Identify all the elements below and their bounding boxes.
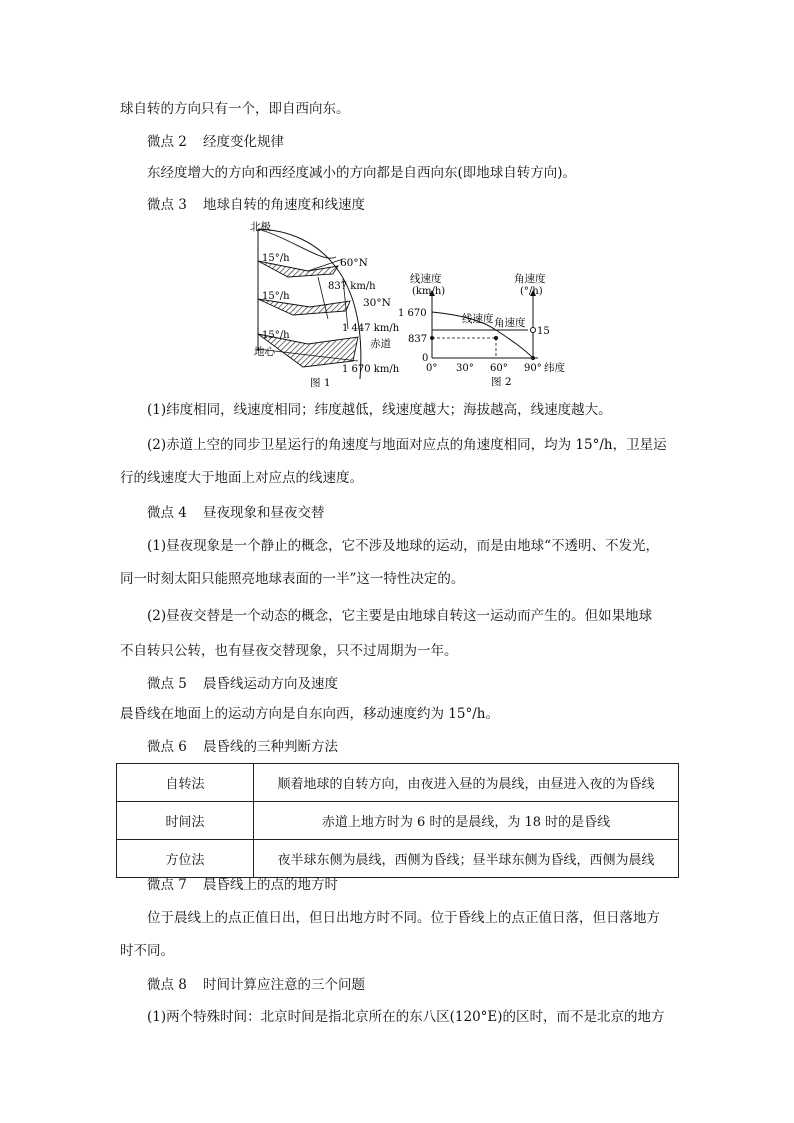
paragraph-local-time-a: 位于晨线上的点正值日出，但日出地方时不同。位于昏线上的点正值日落，但日落地方 xyxy=(147,910,660,926)
fig2-point-837 xyxy=(430,336,434,340)
fig2-tick-x30: 30° xyxy=(456,363,474,374)
fig1-speed-0-label: 1 670 km/h xyxy=(342,364,400,375)
fig2-ylabel-left: 线速度 xyxy=(410,273,442,285)
fig1-north-pole-label: 北极 xyxy=(250,221,271,233)
figure-1-earth-rotation-diagram xyxy=(248,219,408,391)
table-row xyxy=(117,802,679,840)
paragraph-longitude: 东经度增大的方向和西经度减小的方向都是自西向东(即地球自转方向)。 xyxy=(147,165,577,181)
fig1-speed-60-label: 837 km/h xyxy=(328,281,376,292)
paragraph-local-time-b: 时不同。 xyxy=(120,943,174,959)
terminator-methods-table xyxy=(116,763,679,878)
heading-title: 晨昏线上的点的地方时 xyxy=(203,877,338,893)
section-heading-7 xyxy=(147,876,338,894)
fig1-equator-label: 赤道 xyxy=(370,338,391,350)
fig2-xlabel: 纬度 xyxy=(544,362,565,374)
section-heading-3 xyxy=(147,196,365,214)
table-row xyxy=(117,840,679,878)
heading-title: 晨昏线运动方向及速度 xyxy=(203,676,338,692)
fig2-tick-1670: 1 670 xyxy=(398,308,427,319)
fig2-caption: 图 2 xyxy=(491,376,512,388)
paragraph-day-night-1b: 同一时刻太阳只能照亮地球表面的一半”这一特性决定的。 xyxy=(120,571,465,587)
fig2-ylabel-right-unit: (°/h) xyxy=(520,286,543,297)
section-heading-2 xyxy=(147,133,284,151)
heading-title: 晨昏线的三种判断方法 xyxy=(203,739,338,755)
fig2-right-value: 15 xyxy=(537,326,550,337)
heading-number: 微点 8 xyxy=(147,977,187,993)
fig2-tick-837: 837 xyxy=(408,334,428,345)
method-description: 赤道上地方时为 6 时的是晨线，为 18 时的是昏线 xyxy=(254,802,679,840)
paragraph-speed-rule-1: (1)纬度相同，线速度相同；纬度越低，线速度越大；海拔越高，线速度越大。 xyxy=(147,402,612,418)
paragraph-speed-rule-2a: (2)赤道上空的同步卫星运行的角速度与地面对应点的角速度相同，均为 15°/h，卫星运 xyxy=(147,437,667,453)
fig2-series-angular-label: 角速度 xyxy=(494,317,526,329)
fig1-rate-label-30: 15°/h xyxy=(262,291,290,302)
fig1-rate-label-60: 15°/h xyxy=(262,253,290,264)
heading-number: 微点 4 xyxy=(147,505,187,521)
method-name: 时间法 xyxy=(117,802,254,840)
fig1-rate-label-0: 15°/h xyxy=(262,330,290,341)
heading-number: 微点 3 xyxy=(147,197,187,213)
paragraph-speed-rule-2b: 行的线速度大于地面上对应点的线速度。 xyxy=(120,470,363,486)
section-heading-6 xyxy=(147,738,338,756)
method-description: 夜半球东侧为晨线，西侧为昏线；昼半球东侧为昏线，西侧为晨线 xyxy=(254,840,679,878)
heading-number: 微点 2 xyxy=(147,134,187,150)
paragraph-day-night-2b: 不自转只公转，也有昼夜交替现象，只不过周期为一年。 xyxy=(120,643,458,659)
fig1-lat-60-label: 60°N xyxy=(340,257,368,269)
section-heading-4 xyxy=(147,504,325,522)
fig2-ylabel-left-unit: (km/h) xyxy=(412,286,446,297)
fig1-caption: 图 1 xyxy=(310,377,331,389)
heading-title: 时间计算应注意的三个问题 xyxy=(203,977,365,993)
figure-2-speed-chart xyxy=(396,268,576,390)
section-heading-5 xyxy=(147,675,338,693)
fig2-ylabel-right: 角速度 xyxy=(514,273,546,285)
fig2-point-60 xyxy=(494,336,498,340)
fig2-tick-x90: 90° xyxy=(524,363,542,374)
method-name: 方位法 xyxy=(117,840,254,878)
paragraph-terminator-motion: 晨昏线在地面上的运动方向是自东向西，移动速度约为 15°/h。 xyxy=(120,706,499,722)
paragraph-special-times: (1)两个特殊时间：北京时间是指北京所在的东八区(120°E)的区时，而不是北京的地方 xyxy=(147,1009,665,1025)
fig2-tick-x0: 0° xyxy=(426,363,438,374)
fig1-lat-30-label: 30°N xyxy=(363,297,391,309)
heading-number: 微点 6 xyxy=(147,739,187,755)
heading-number: 微点 5 xyxy=(147,676,187,692)
fig2-tick-0: 0 xyxy=(422,353,429,364)
fig1-speed-30-label: 1 447 km/h xyxy=(342,323,400,334)
fig2-point-90 xyxy=(531,356,535,360)
heading-title: 昼夜现象和昼夜交替 xyxy=(203,505,325,521)
fig2-point-15 xyxy=(531,328,536,333)
method-name: 自转法 xyxy=(117,764,254,802)
method-description: 顺着地球的自转方向，由夜进入昼的为晨线，由昼进入夜的为昏线 xyxy=(254,764,679,802)
fig2-series-linear-label: 线速度 xyxy=(462,313,494,325)
paragraph-day-night-2a: (2)昼夜交替是一个动态的概念，它主要是由地球自转这一运动而产生的。但如果地球 xyxy=(147,608,653,624)
heading-title: 经度变化规律 xyxy=(203,134,284,150)
fig1-center-label: 地心 xyxy=(254,346,275,358)
heading-number: 微点 7 xyxy=(147,877,187,893)
heading-title: 地球自转的角速度和线速度 xyxy=(203,197,365,213)
paragraph-rotation-direction: 球自转的方向只有一个，即自西向东。 xyxy=(120,101,350,117)
table-row xyxy=(117,764,679,802)
paragraph-day-night-1a: (1)昼夜现象是一个静止的概念，它不涉及地球的运动，而是由地球“不透明、不发光， xyxy=(147,538,660,554)
fig2-tick-x60: 60° xyxy=(490,363,508,374)
section-heading-8 xyxy=(147,976,365,994)
